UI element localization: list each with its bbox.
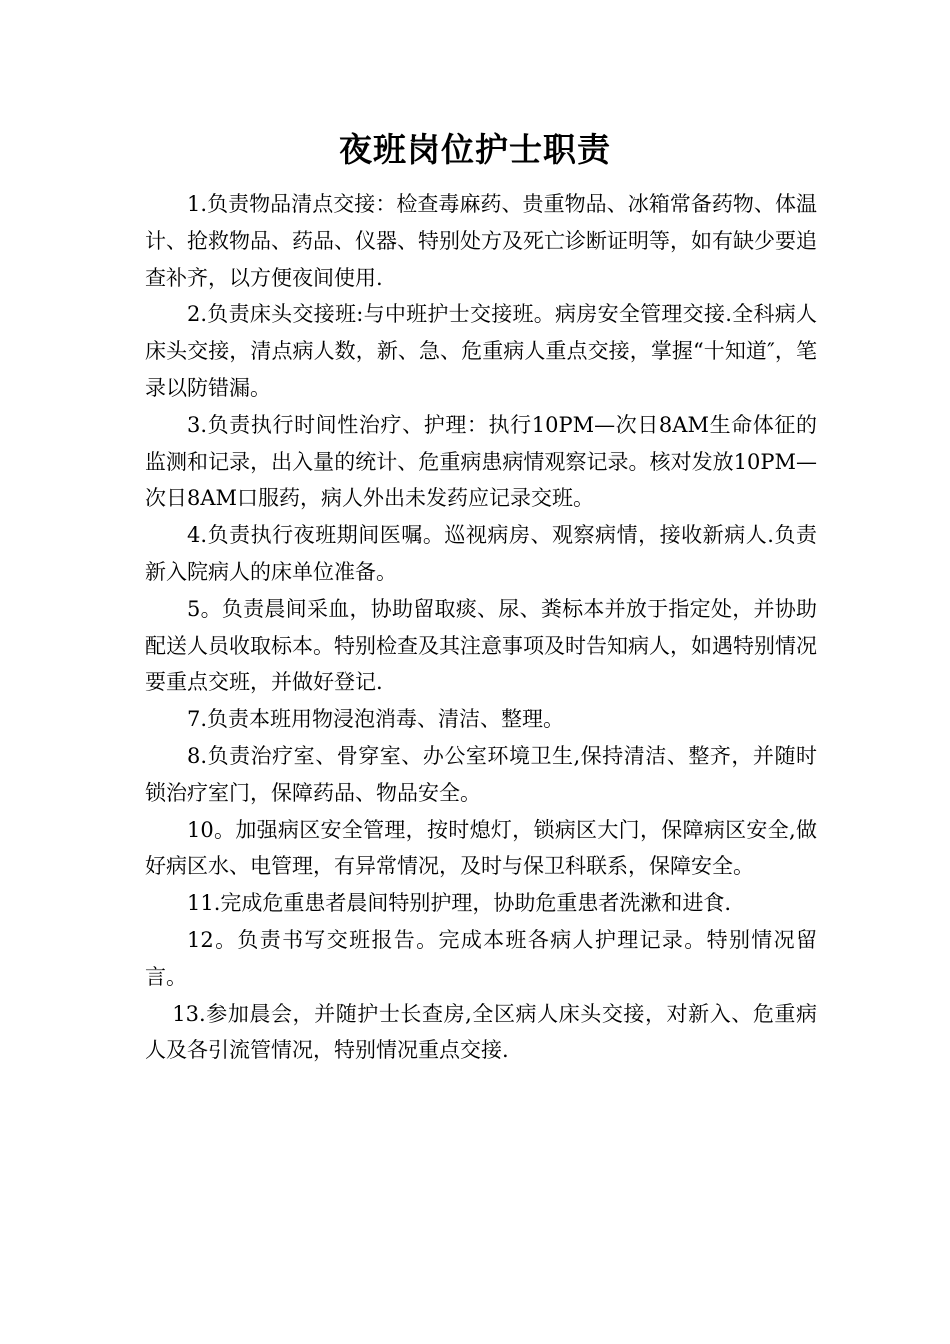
duty-item-1: 1.负责物品清点交接：检查毒麻药、贵重物品、冰箱常备药物、体温计、抢救物品、药品、仪器、特别处方及死亡诊断证明等，如有缺少要追查补齐，以方便夜间使用. xyxy=(145,192,817,290)
duty-item-5: 5。负责晨间采血，协助留取痰、尿、粪标本并放于指定处，并协助配送人员收取标本。特别检查及其注意事项及时告知病人，如遇特别情况要重点交班，并做好登记. xyxy=(145,596,817,695)
duty-item-12: 12。负责书写交班报告。完成本班各病人护理记录。特别情况留言。 xyxy=(145,927,817,989)
duty-item-7: 7.负责本班用物浸泡消毒、清洁、整理。 xyxy=(187,707,565,732)
duty-item-3: 3.负责执行时间性治疗、护理：执行10PM—次日8AM生命体征的监测和记录，出入量的统计、危重病患病情观察记录。核对发放10PM—次日8AM口服药，病人外出未发药应记录交班。 xyxy=(145,412,817,511)
duty-item-13: 13.参加晨会，并随护士长查房,全区病人床头交接，对新入、危重病人及各引流管情况，特别情况重点交接. xyxy=(145,1001,817,1063)
document-body xyxy=(145,186,817,1069)
duty-item-11: 11.完成危重患者晨间特别护理，协助危重患者洗漱和进食. xyxy=(187,891,732,916)
duty-item-2: 2.负责床头交接班:与中班护士交接班。病房安全管理交接.全科病人床头交接，清点病人数，新、急、危重病人重点交接，掌握“十知道″，笔录以防错漏。 xyxy=(145,302,817,400)
duty-item-4: 4.负责执行夜班期间医嘱。巡视病房、观察病情，接收新病人.负责新入院病人的床单位准备。 xyxy=(145,523,817,584)
duty-item-10: 10。加强病区安全管理，按时熄灯，锁病区大门，保障病区安全,做好病区水、电管理，有异常情况，及时与保卫科联系，保障安全。 xyxy=(145,817,817,879)
duty-item-8: 8.负责治疗室、骨穿室、办公室环境卫生,保持清洁、整齐，并随时锁治疗室门，保障药品、物品安全。 xyxy=(145,743,817,805)
document-title: 夜班岗位护士职责 xyxy=(339,130,611,169)
